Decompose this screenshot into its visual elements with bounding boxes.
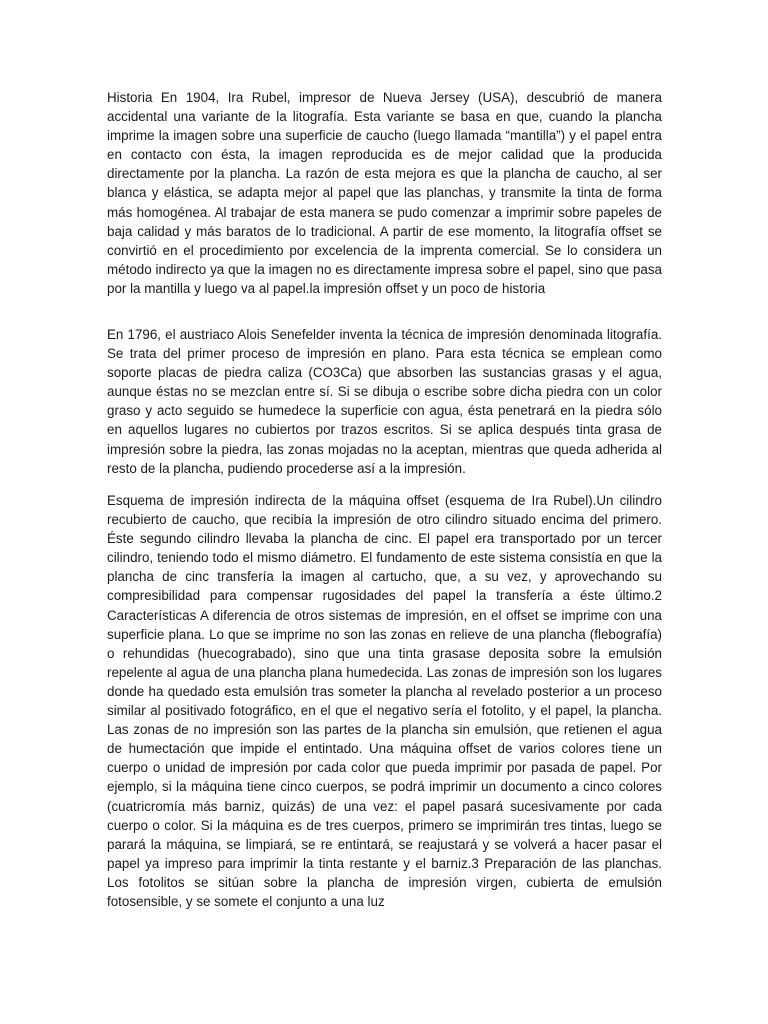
paragraph-lithography-origin: En 1796, el austriaco Alois Senefelder inventa la técnica de impresión denominada litografía. Se trata del primer proceso de impresión en plano. Para esta técnica se emplean como soporte placas de piedra caliza (CO3Ca) que absorben las sustancias grasas y el agua, aunque éstas no se mezclan entre sí. Si se dibuja o escribe sobre dicha piedra con un color graso y acto seguido se humedece la superficie con agua, ésta penetrará en la piedra sólo en aquellos lugares no cubiertos por trazos escritos. Si se aplica después tinta grasa de impresión sobre la piedra, las zonas mojadas no la aceptan, mientras que queda adherida al resto de la plancha, pudiendo procederse así a la impresión. — [107, 327, 662, 476]
paragraph-offset-scheme: Esquema de impresión indirecta de la máquina offset (esquema de Ira Rubel).Un cilindro recubierto de caucho, que recibía la impresión de otro cilindro situado encima del primero. Éste segundo cilindro llevaba la plancha de cinc. El papel era transportado por un tercer cilindro, teniendo todo el mismo diámetro. El fundamento de este sistema consistía en que la plancha de cinc transfería la imagen al cartucho, que, a su vez, y aprovechando su compresibilidad para compensar rugosidades del papel la transfería a éste último.2 Características A diferencia de otros sistemas de impresión, en el offset se imprime con una superficie plana. Lo que se imprime no son las zonas en relieve de una plancha (flebografía) o rehundidas (huecograbado), sino que una tinta grasase deposita sobre la emulsión repelente al agua de una plancha plana humedecida. Las zonas de impresión son los lugares donde ha quedado esta emulsión tras someter la plancha al revelado posterior a un proceso similar al positivado fotográfico, en el que el negativo sería el fotolito, y el papel, la plancha. Las zonas de no impresión son las partes de la plancha sin emulsión, que retienen el agua de humectación que impide el entintado. Una máquina offset de varios colores tiene un cuerpo o unidad de impresión por cada color que pueda imprimir por pasada de papel. Por ejemplo, si la máquina tiene cinco cuerpos, se podrá imprimir un documento a cinco colores (cuatricromía más barniz, quizás) de una vez: el papel pasará sucesivamente por cada cuerpo o color. Si la máquina es de tres cuerpos, primero se imprimirán tres tintas, luego se parará la máquina, se limpiará, se re entintará, se reajustará y se volverá a hacer pasar el papel ya impreso para imprimir la tinta restante y el barniz.3 Preparación de las planchas. Los fotolitos se sitúan sobre la plancha de impresión virgen, cubierta de emulsión fotosensible, y se somete el conjunto a una luz — [107, 493, 662, 909]
paragraph-history-offset: Historia En 1904, Ira Rubel, impresor de Nueva Jersey (USA), descubrió de manera accidental una variante de la litografía. Esta variante se basa en que, cuando la plancha imprime la imagen sobre una superficie de caucho (luego llamada “mantilla”) y el papel entra en contacto con ésta, la imagen reproducida es de mejor calidad que la producida directamente por la plancha. La razón de esta mejora es que la plancha de caucho, al ser blanca y elástica, se adapta mejor al papel que las planchas, y transmite la tinta de forma más homogénea. Al trabajar de esta manera se pudo comenzar a imprimir sobre papeles de baja calidad y más baratos de lo tradicional. A partir de ese momento, la litografía offset se convirtió en el procedimiento por excelencia de la imprenta comercial. Se lo considera un método indirecto ya que la imagen no es directamente impresa sobre el papel, sino que pasa por la mantilla y luego va al papel.la impresión offset y un poco de historia — [107, 90, 662, 296]
